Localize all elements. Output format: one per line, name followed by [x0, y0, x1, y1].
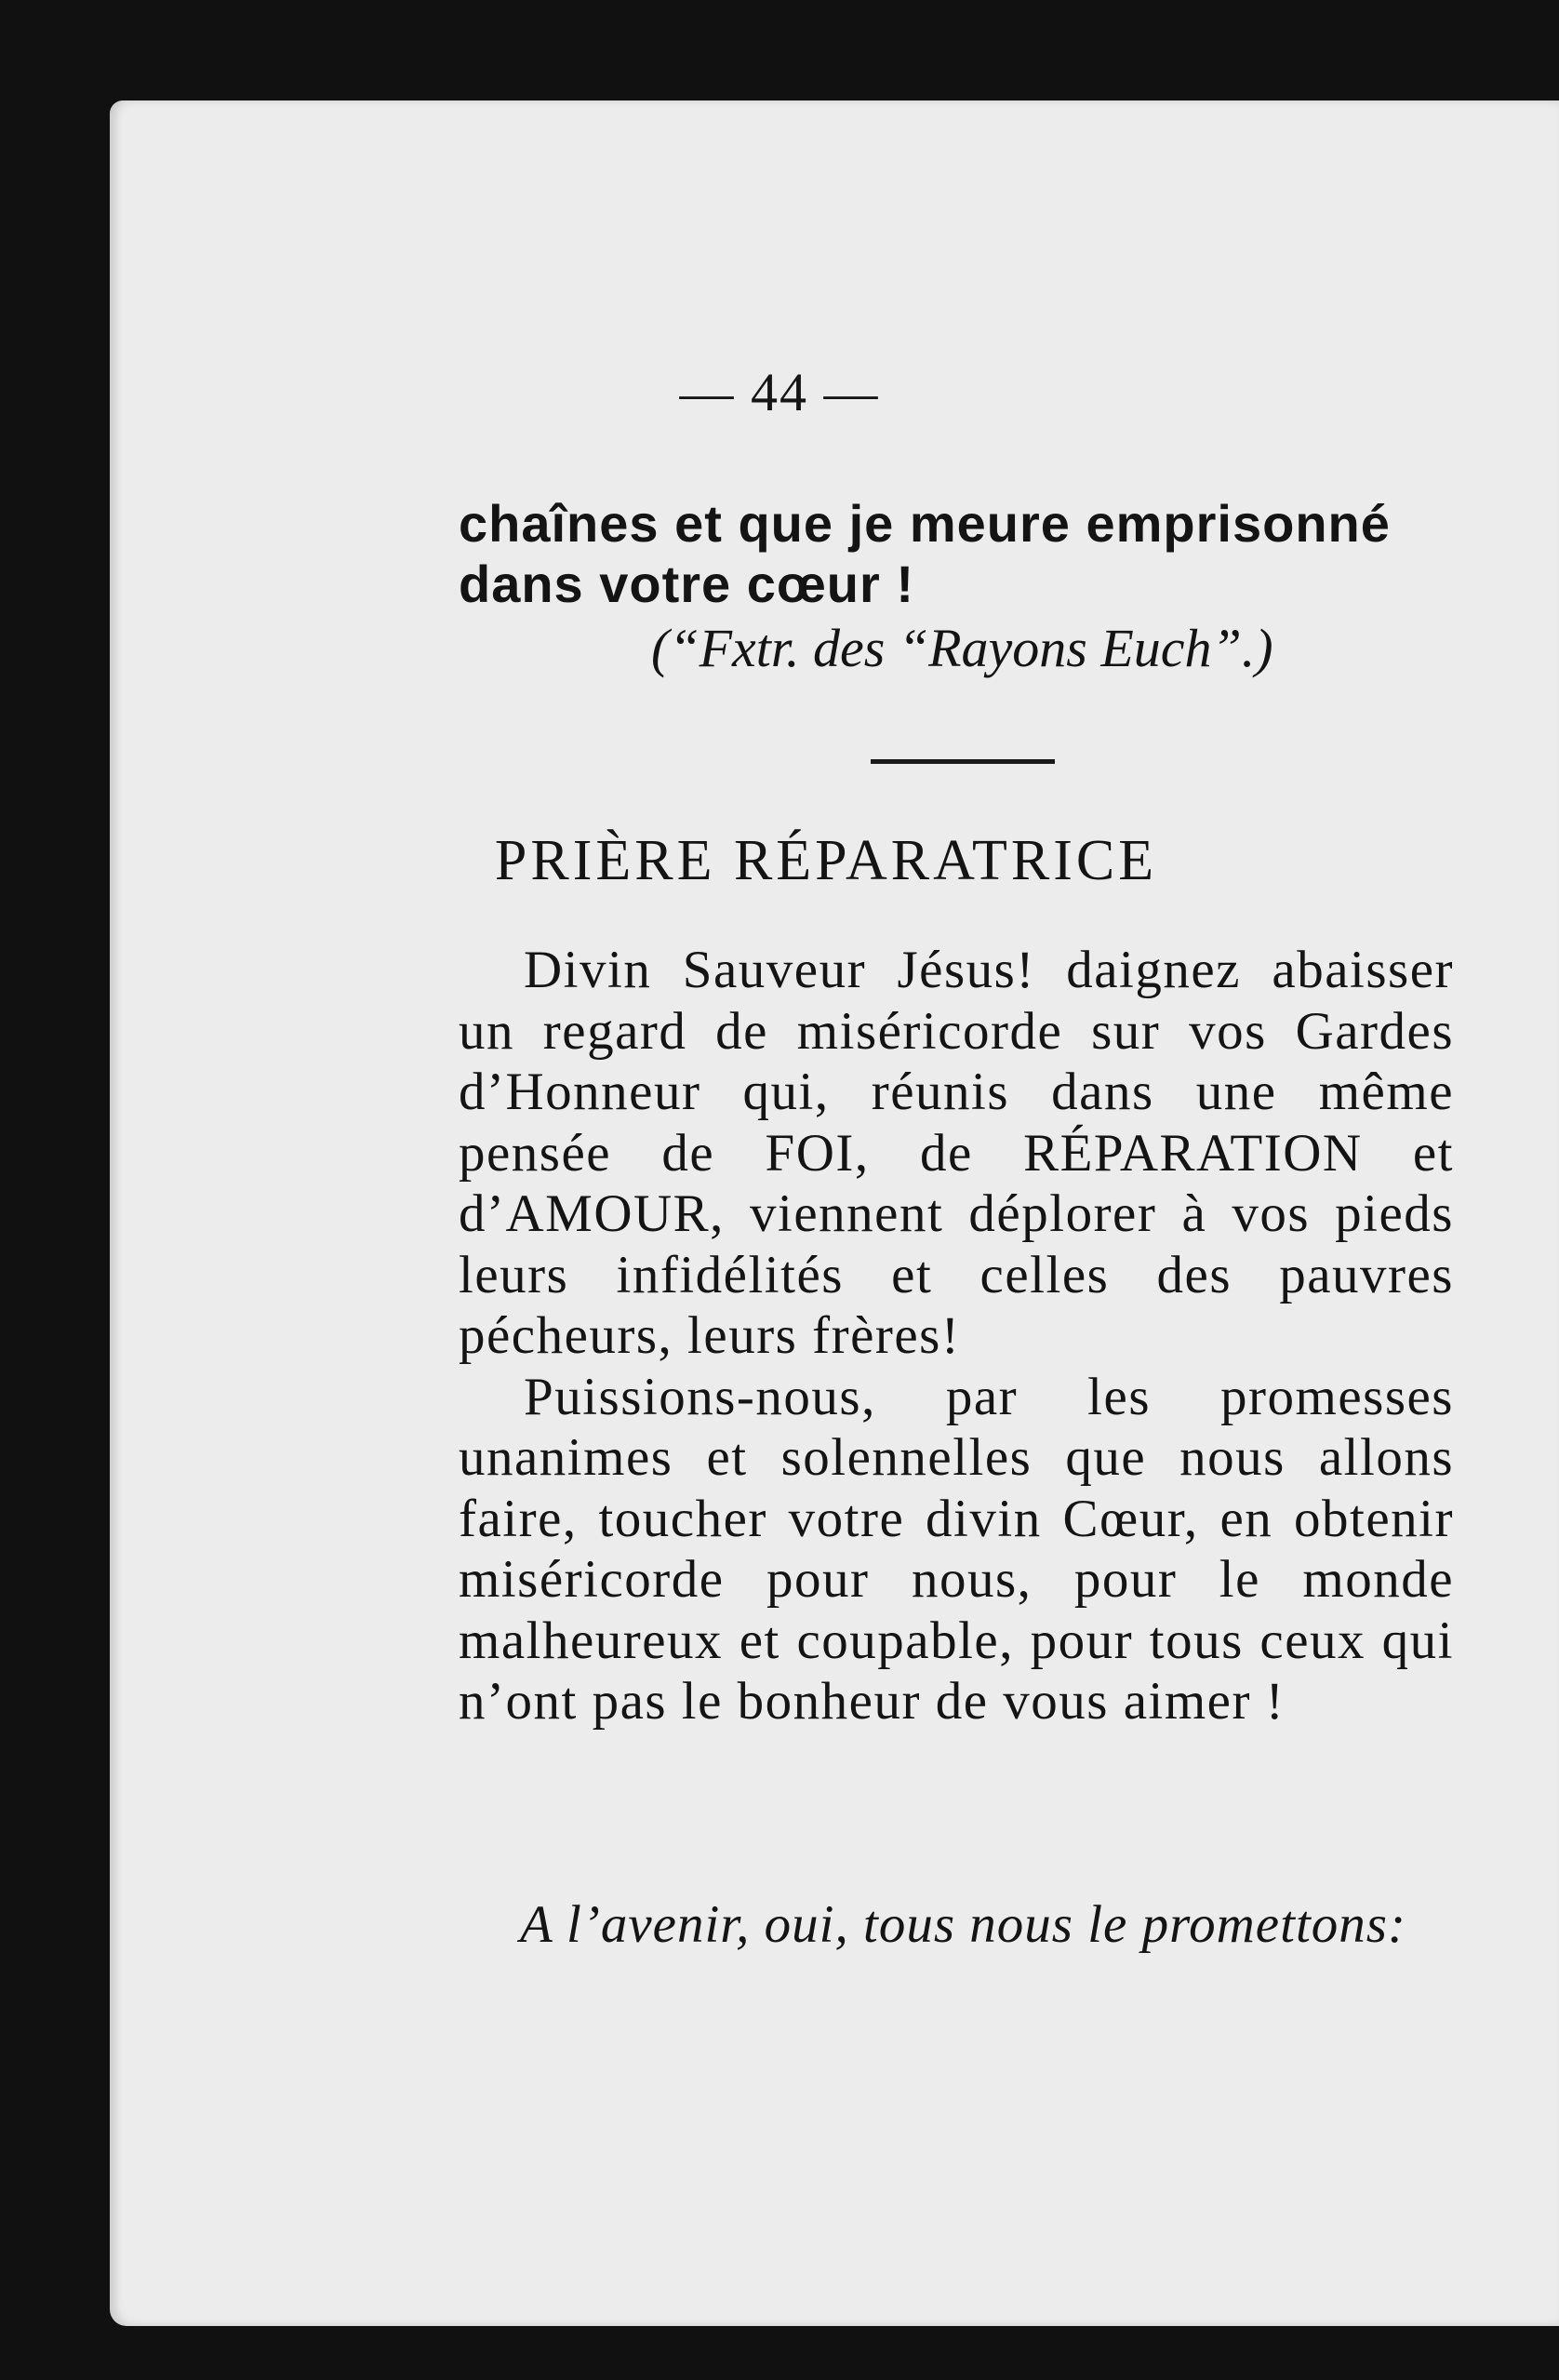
prayer-body: [459, 940, 1454, 1732]
closing-line: A l’avenir, oui, tous nous le promettons:: [520, 1895, 1406, 1954]
prayer-paragraph-1: Divin Sauveur Jésus! daignez abaisser un regard de miséricorde sur vos Gardes d’Honneur qui, réunis dans une même pensée de FOI, de RÉPARATION et d’AMOUR, viennent déplorer à vos pieds leurs infidélités et celles des pauvres pécheurs, leurs frères!: [459, 941, 1454, 1365]
prayer-paragraph-2: Puissions-nous, par les promesses unanimes et solennelles que nous allons faire, toucher votre divin Cœur, en obtenir miséricorde pour nous, pour le monde malheureux et coupable, pour tous ceux qui n’ont pas le bonheur de vous aimer !: [459, 1367, 1454, 1731]
citation: (“Fxtr. des “Rayons Euch”.): [651, 618, 1273, 678]
prayer-heading: PRIÈRE RÉPARATRICE: [494, 829, 1158, 892]
page-number: — 44 —: [679, 362, 880, 422]
section-divider: [871, 759, 1055, 764]
continuation-text: chaînes et que je meure emprisonné dans votre cœur !: [459, 494, 1391, 613]
